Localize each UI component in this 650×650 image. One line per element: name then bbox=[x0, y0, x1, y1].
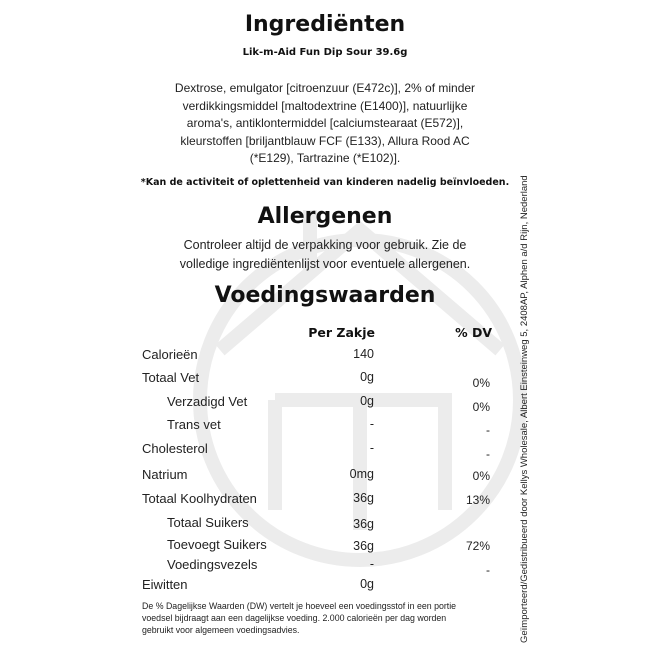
nutrient-dv: 13% bbox=[465, 493, 490, 507]
ingredients-text bbox=[130, 80, 520, 168]
nutrient-name: Voedingsvezels bbox=[167, 557, 258, 572]
nutrient-name: Verzadigd Vet bbox=[167, 394, 248, 409]
footnote-line: voedsel bijdraagt aan een dagelijkse voeding. 2.000 calorieën per dag worden bbox=[142, 613, 447, 623]
nutrition-row-dietary-fiber bbox=[0, 557, 650, 577]
footnote-line: gebruikt voor algemeen voedingsadvies. bbox=[142, 625, 300, 635]
nutrient-dv: - bbox=[486, 563, 490, 577]
nutrient-name: Totaal Koolhydraten bbox=[142, 491, 257, 506]
nutrient-amount: 0g bbox=[360, 577, 374, 591]
nutrient-amount: 140 bbox=[353, 347, 374, 361]
daily-value-footnote bbox=[142, 600, 512, 636]
nutrition-row-added-sugars bbox=[0, 537, 650, 557]
nutrient-dv: 0% bbox=[472, 469, 490, 483]
ingredients-title: Ingrediënten bbox=[244, 12, 406, 37]
nutrient-name: Totaal Suikers bbox=[167, 515, 249, 530]
nutrient-amount: 36g bbox=[353, 539, 374, 553]
nutrient-name: Eiwitten bbox=[142, 577, 188, 592]
nutrition-row-calories bbox=[0, 347, 650, 367]
allergens-line: volledige ingrediëntenlijst voor eventuele allergenen. bbox=[179, 257, 471, 271]
nutrient-name: Toevoegt Suikers bbox=[167, 537, 267, 552]
nutrient-amount: 36g bbox=[353, 517, 374, 531]
nutrition-row-saturated-fat bbox=[0, 394, 650, 414]
nutrient-amount: - bbox=[369, 441, 374, 455]
ingredients-line: (*E129), Tartrazine (*E102)]. bbox=[249, 151, 401, 165]
column-header-daily-value: % DV bbox=[455, 325, 492, 340]
nutrient-amount: 0g bbox=[360, 394, 374, 408]
nutrient-dv: - bbox=[486, 447, 490, 461]
nutrition-row-total-fat bbox=[0, 370, 650, 390]
column-header-per-serving: Per Zakje bbox=[308, 325, 375, 340]
nutrient-name: Trans vet bbox=[167, 417, 221, 432]
nutrient-name: Natrium bbox=[142, 467, 188, 482]
nutrient-amount: 0mg bbox=[349, 467, 374, 481]
nutrition-row-sodium bbox=[0, 467, 650, 487]
nutrient-amount: - bbox=[369, 417, 374, 431]
nutrient-amount: - bbox=[369, 557, 374, 571]
importer-address: Geïmporteerd/Gedistribueerd door Kellys Wholesale, Albert Einsteinweg 5, 2408AP, Alphen a/d Rijn, Nederland bbox=[519, 175, 530, 643]
footnote-line: De % Dagelijkse Waarden (DW) vertelt je hoeveel een voedingsstof in een portie bbox=[142, 601, 457, 611]
nutrient-dv: 72% bbox=[465, 539, 490, 553]
warning-note: *Kan de activiteit of oplettenheid van kinderen nadelig beïnvloeden. bbox=[140, 177, 510, 188]
nutrient-name: Calorieën bbox=[142, 347, 198, 362]
nutrient-name: Totaal Vet bbox=[142, 370, 200, 385]
nutrient-amount: 0g bbox=[360, 370, 374, 384]
ingredients-line: Dextrose, emulgator [citroenzuur (E472c)], 2% of minder bbox=[174, 81, 476, 95]
nutrition-row-protein bbox=[0, 577, 650, 597]
nutrition-row-trans-fat bbox=[0, 417, 650, 437]
allergens-title: Allergenen bbox=[257, 204, 393, 229]
allergens-line: Controleer altijd de verpakking voor gebruik. Zie de bbox=[183, 238, 467, 252]
nutrient-amount: 36g bbox=[353, 491, 374, 505]
nutrient-dv: 0% bbox=[472, 400, 490, 414]
nutrition-row-cholesterol bbox=[0, 441, 650, 461]
nutrient-name: Cholesterol bbox=[142, 441, 208, 456]
allergens-text bbox=[120, 236, 530, 274]
ingredients-line: kleurstoffen [briljantblauw FCF (E133), Allura Rood AC bbox=[180, 133, 470, 148]
ingredients-line: aroma's, antiklontermiddel [calciumstearaat (E572)], bbox=[186, 116, 464, 130]
ingredients-line: verdikkingsmiddel [maltodextrine (E1400)], natuurlijke bbox=[182, 98, 468, 113]
nutrition-title: Voedingswaarden bbox=[214, 283, 436, 308]
product-name: Lik-m-Aid Fun Dip Sour 39.6g bbox=[242, 47, 408, 58]
nutrient-dv: 0% bbox=[472, 376, 490, 390]
nutrient-dv: - bbox=[486, 423, 490, 437]
nutrition-row-total-carbohydrates bbox=[0, 491, 650, 511]
nutrition-row-total-sugars bbox=[0, 515, 650, 535]
